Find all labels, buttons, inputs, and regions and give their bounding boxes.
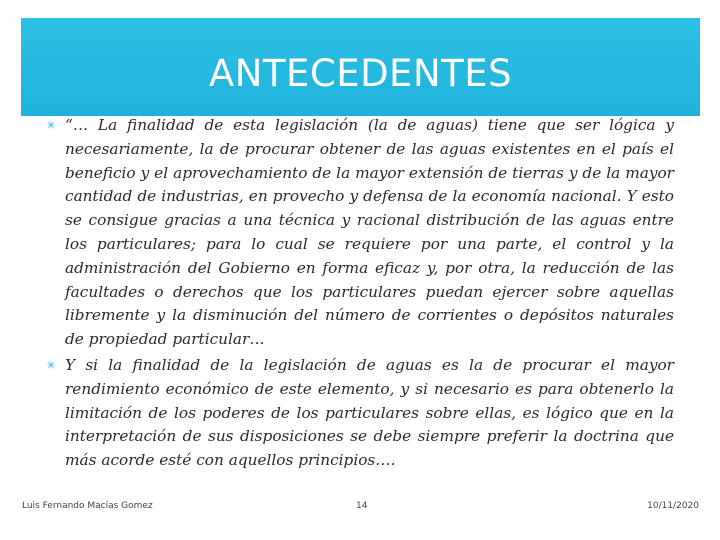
footer-page-number: 14 (356, 501, 368, 511)
bullet-text-2: Y si la finalidad de la legislación de aguas es la de procurar el mayor rendimiento económico de este elemento, y si necesario es para obtenerlo la limitación de los poderes de los particulares sobre ellas, es lógico que en la interpretación de sus disposiciones se debe siempre preferir la doctrina que más acorde esté con aquellos principios…. (65, 355, 674, 470)
asterisk-bullet-icon: ✳ (46, 119, 56, 132)
asterisk-bullet-icon: ✳ (46, 358, 56, 372)
slide-body (44, 114, 674, 475)
bullet-text-1: “… La finalidad de esta legislación (la de aguas) tiene que ser lógica y necesariamente, la de procurar obtener de las aguas existentes en el país el beneficio y el aprovechamiento de la mayor extensión de tierras y de la mayor cantidad de industrias, en provecho y defensa de la economía nacional. Y esto se consigue gracias a una técnica y racional distribución de las aguas entre los particulares; para lo cual se requiere por una parte, el control y la administración del Gobierno en forma eficaz y, por otra, la reducción de las facultades o derechos que los particulares puedan ejercer sobre aquellas libremente y la disminución del número de corrientes o depósitos naturales de propiedad particular… (65, 116, 674, 349)
slide-title: ANTECEDENTES (208, 52, 513, 95)
footer-date: 10/11/2020 (647, 501, 699, 511)
bullet-item-2 (44, 354, 674, 473)
bullet-item-1 (44, 114, 674, 352)
footer-author: Luis Fernando Macías Gomez (22, 501, 153, 511)
